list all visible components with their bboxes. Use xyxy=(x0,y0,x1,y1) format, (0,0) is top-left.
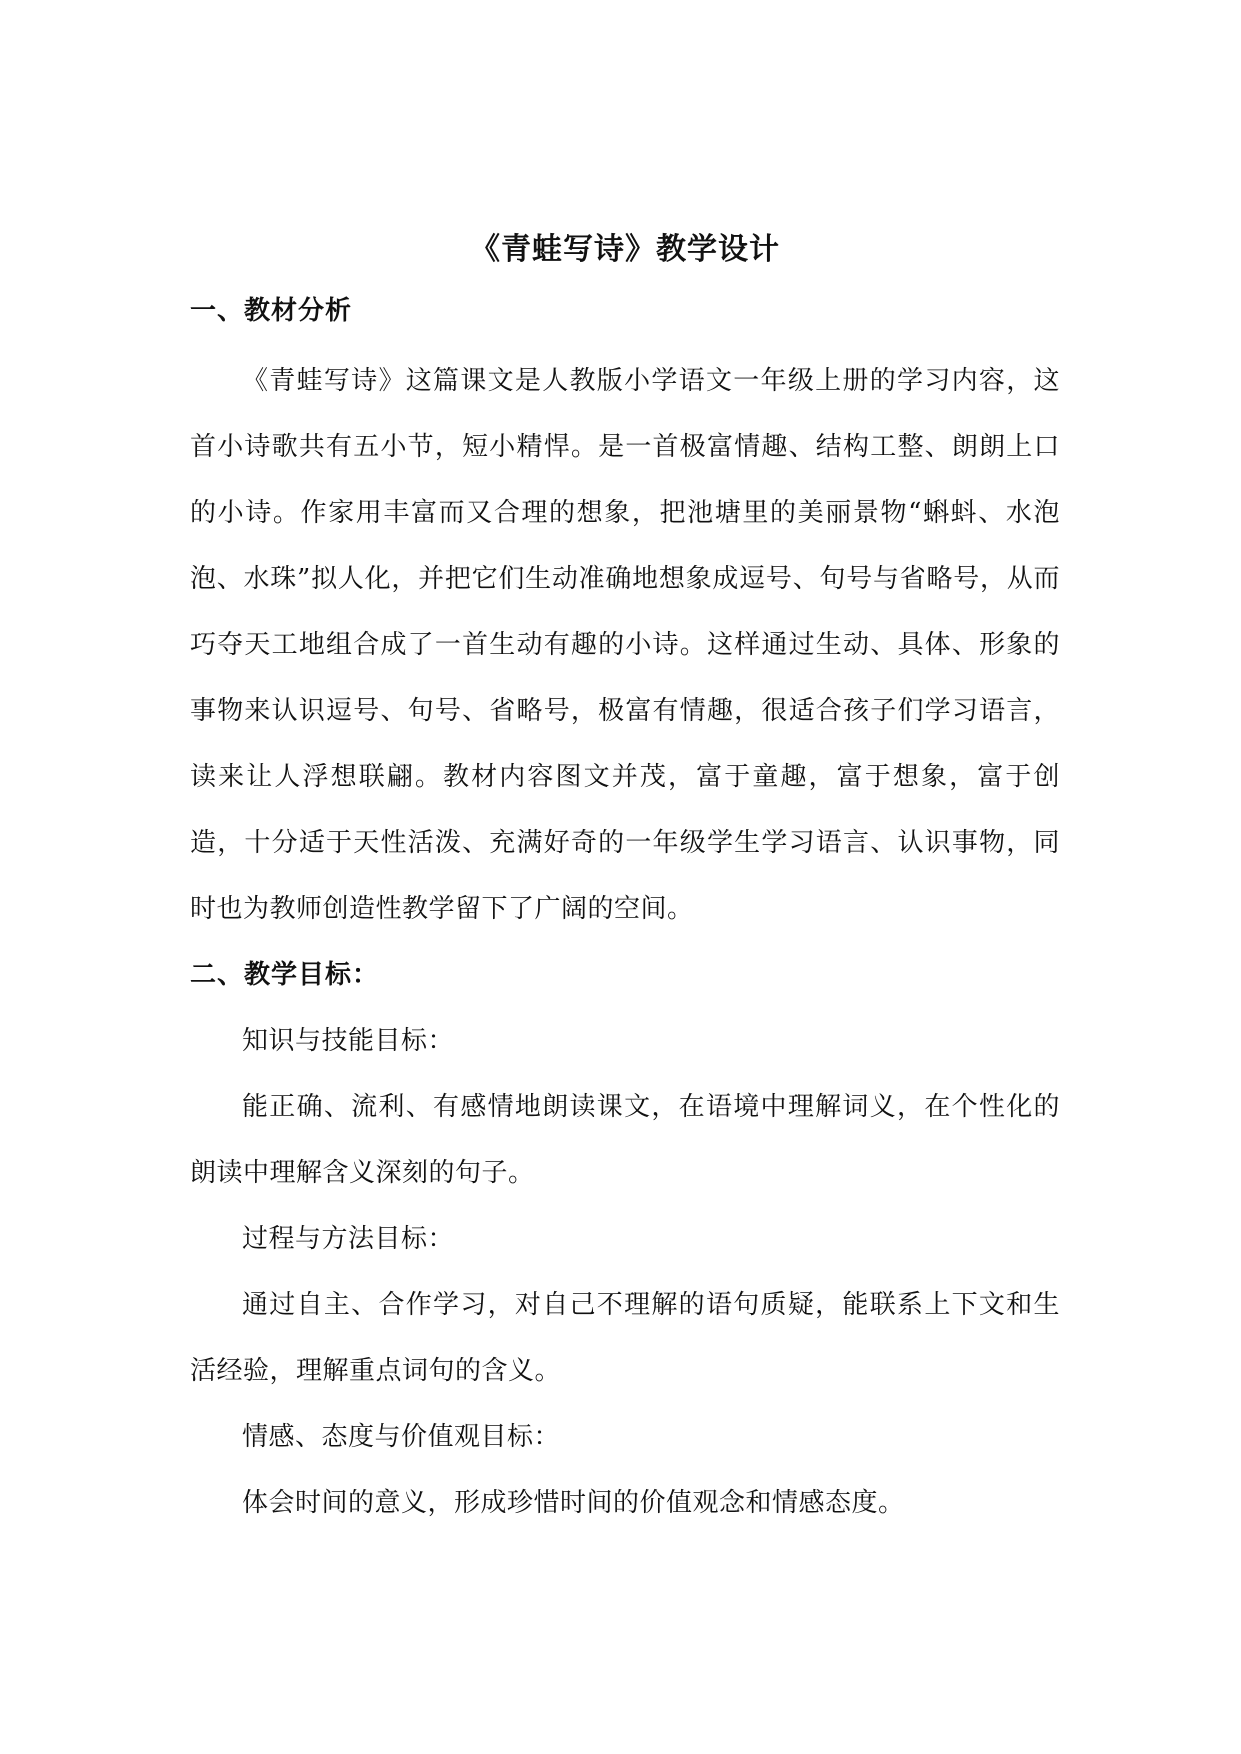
document-title: 《青蛙写诗》教学设计 xyxy=(470,232,780,267)
material-analysis-paragraph: 《青蛙写诗》这篇课文是人教版小学语文一年级上册的学习内容，这首小诗歌共有五小节，短小精悍。是一首极富情趣、结构工整、朗朗上口的小诗。作家用丰富而又合理的想象，把池塘里的美丽景物“蝌蚪、水泡泡、水珠”拟人化，并把它们生动准确地想象成逗号、句号与省略号，从而巧夺天工地组合成了一首生动有趣的小诗。这样通过生动、具体、形象的事物来认识逗号、句号、省略号，极富有情趣，很适合孩子们学习语言，读来让人浮想联翩。教材内容图文并茂，富于童趣，富于想象，富于创造，十分适于天性活泼、充满好奇的一年级学生学习语言、认识事物，同时也为教师创造性教学留下了广阔的空间。 xyxy=(190,366,1060,924)
goal-text-knowledge-skills: 能正确、流利、有感情地朗读课文，在语境中理解词义，在个性化的朗读中理解含义深刻的句子。 xyxy=(190,1092,1060,1188)
goal-label-emotion-values: 情感、态度与价值观目标： xyxy=(242,1422,561,1452)
section-heading-teaching-goals: 二、教学目标： xyxy=(190,960,380,990)
section-heading-material-analysis: 一、教材分析 xyxy=(190,296,353,326)
goal-label-knowledge-skills: 知识与技能目标： xyxy=(242,1026,455,1056)
goal-label-process-method: 过程与方法目标： xyxy=(242,1224,455,1254)
document-body xyxy=(190,222,1060,1536)
goal-text-process-method: 通过自主、合作学习，对自己不理解的语句质疑，能联系上下文和生活经验，理解重点词句的含义。 xyxy=(190,1290,1060,1386)
goal-text-emotion-values: 体会时间的意义，形成珍惜时间的价值观念和情感态度。 xyxy=(242,1488,905,1518)
